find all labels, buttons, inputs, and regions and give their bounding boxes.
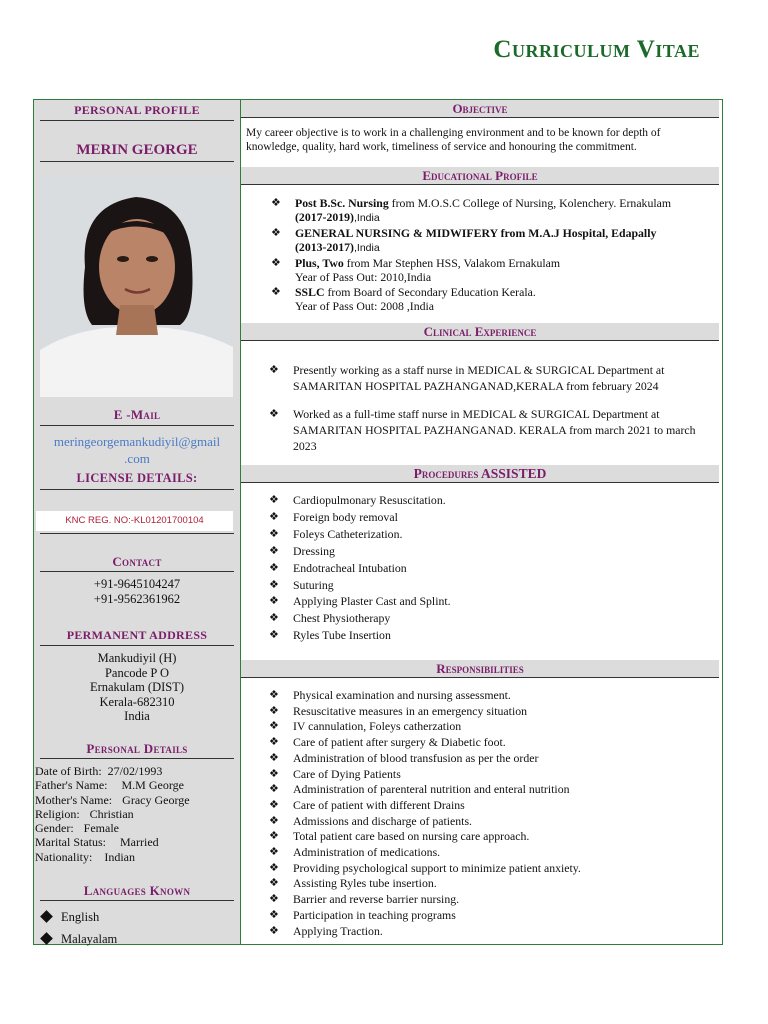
diamond-bullet-icon: ❖ [269, 364, 279, 376]
procedures-heading: Procedures ASSISTED [241, 465, 719, 483]
responsibilities-heading: Responsibilities [241, 660, 719, 678]
phone-number[interactable]: +91-9645104247 [93, 577, 181, 591]
license-heading: LICENSE DETAILS: [76, 471, 198, 485]
responsibility-item: ❖ Care of patient after surgery & Diabetic foot. [269, 735, 506, 750]
divider [40, 161, 234, 162]
education-heading: Educational Profile [241, 167, 719, 185]
profile-photo [40, 175, 233, 397]
responsibility-item: ❖ Applying Traction. [269, 923, 383, 938]
divider [40, 571, 234, 572]
diamond-bullet-icon: ❖ [269, 561, 279, 574]
diamond-bullet-icon: ❖ [271, 286, 281, 298]
detail-row: Nationality: Indian [35, 849, 135, 864]
clinical-item: ❖ Presently working as a staff nurse in MEDICAL & SURGICAL Department at SAMARITAN HOSPITAL PAZHANGANAD,KERALA from february 2024 [269, 363, 665, 393]
education-item: ❖ Plus, Two from Mar Stephen HSS, Valakom Ernakulam Year of Pass Out: 2010,India [271, 256, 561, 284]
divider [40, 645, 234, 646]
procedure-item: ❖ Foreign body removal [269, 509, 398, 524]
procedure-item: ❖ Foleys Catheterization. [269, 526, 403, 541]
address-line: Ernakulam (DIST) [89, 680, 185, 694]
responsibility-item: ❖ Admissions and discharge of patients. [269, 813, 473, 828]
left-column [34, 100, 241, 944]
responsibility-item: ❖ Administration of parenteral nutrition and enteral nutrition [269, 782, 570, 797]
document-title: Curriculum Vitae [493, 36, 700, 63]
procedure-item: ❖ Ryles Tube Insertion [269, 628, 391, 643]
diamond-bullet-icon: ❖ [269, 736, 279, 749]
education-list [271, 196, 714, 314]
diamond-bullet-icon: ❖ [269, 751, 279, 764]
responsibility-item: ❖ Providing psychological support to minimize patient anxiety. [269, 860, 581, 875]
procedure-item: ❖ Cardiopulmonary Resuscitation. [269, 493, 446, 507]
diamond-bullet-icon: ❖ [269, 924, 279, 937]
responsibility-item: ❖ Assisting Ryles tube insertion. [269, 876, 437, 891]
diamond-bullet-icon: ❖ [269, 689, 279, 701]
right-column [241, 100, 722, 944]
divider [40, 489, 234, 490]
responsibility-item: ❖ Administration of blood transfusion as per the order [269, 750, 539, 765]
clinical-item: ❖ Worked as a full-time staff nurse in MEDICAL & SURGICAL Department at SAMARITAN HOSPITAL PAZHANGANAD. KERALA from march 2021 to march 2023 [269, 407, 696, 453]
responsibility-item: ❖ IV cannulation, Foleys catherzation [269, 719, 462, 734]
diamond-bullet-icon [40, 910, 53, 923]
contact-heading: Contact [112, 554, 162, 569]
personal-profile-heading: PERSONAL PROFILE [74, 103, 200, 117]
objective-heading: Objective [241, 100, 719, 118]
diamond-bullet-icon: ❖ [269, 798, 279, 811]
diamond-bullet-icon: ❖ [269, 877, 279, 890]
procedures-list [269, 492, 714, 644]
languages-list [34, 906, 240, 950]
responsibility-item: ❖ Participation in teaching programs [269, 907, 456, 922]
divider [40, 425, 234, 426]
procedure-item: ❖ Endotracheal Intubation [269, 560, 407, 575]
address-heading: PERMANENT ADDRESS [66, 628, 208, 642]
diamond-bullet-icon: ❖ [269, 893, 279, 906]
responsibility-item: ❖ Resuscitative measures in an emergency situation [269, 703, 528, 718]
diamond-bullet-icon: ❖ [269, 544, 279, 557]
detail-row: Father's Name: M.M George [35, 778, 184, 793]
objective-text: My career objective is to work in a challenging environment and to be known for depth of knowledge, quality, hard work, timeliness of service and honouring the commitment. [246, 127, 661, 153]
personal-details-list [34, 764, 240, 864]
portrait-image [40, 175, 233, 397]
procedure-item: ❖ Chest Physiotherapy [269, 611, 391, 626]
clinical-list [269, 362, 712, 454]
detail-row: Gender: Female [35, 821, 119, 836]
language-item: Malayalam [34, 928, 240, 950]
diamond-bullet-icon: ❖ [269, 704, 279, 717]
personal-details-heading: Personal Details [86, 741, 188, 756]
email-address[interactable] [34, 433, 240, 467]
diamond-bullet-icon: ❖ [269, 846, 279, 859]
address-line: India [124, 709, 150, 723]
diamond-bullet-icon: ❖ [269, 408, 279, 420]
diamond-bullet-icon: ❖ [269, 527, 279, 540]
divider [40, 900, 234, 901]
responsibility-item: ❖ Care of patient with different Drains [269, 797, 465, 812]
language-item: English [34, 906, 240, 928]
divider [40, 758, 234, 759]
responsibility-item: ❖ Care of Dying Patients [269, 766, 401, 781]
email-line-1[interactable]: meringeorgemankudiyil@gmail [53, 434, 221, 449]
diamond-bullet-icon: ❖ [271, 197, 281, 209]
education-item: ❖ SSLC from Board of Secondary Education Kerala. Year of Pass Out: 2008 ,India [271, 285, 536, 313]
email-heading: E -Mail [113, 407, 161, 422]
diamond-bullet-icon: ❖ [269, 767, 279, 780]
diamond-bullet-icon: ❖ [269, 830, 279, 843]
detail-row: Marital Status: Married [35, 835, 159, 850]
diamond-bullet-icon: ❖ [271, 257, 281, 269]
detail-row: Date of Birth: 27/02/1993 [35, 764, 163, 778]
procedure-item: ❖ Suturing [269, 577, 334, 592]
diamond-bullet-icon: ❖ [269, 595, 279, 608]
diamond-bullet-icon [40, 932, 53, 945]
procedure-item: ❖ Dressing [269, 543, 335, 558]
diamond-bullet-icon: ❖ [269, 720, 279, 733]
education-item: ❖ GENERAL NURSING & MIDWIFERY from M.A.J Hospital, Edapally (2013-2017),India [271, 226, 657, 254]
diamond-bullet-icon: ❖ [269, 814, 279, 827]
diamond-bullet-icon: ❖ [269, 494, 279, 506]
diamond-bullet-icon: ❖ [269, 861, 279, 874]
diamond-bullet-icon: ❖ [269, 908, 279, 921]
responsibility-item: ❖ Physical examination and nursing assessment. [269, 688, 511, 702]
responsibility-item: ❖ Total patient care based on nursing care approach. [269, 829, 530, 844]
diamond-bullet-icon: ❖ [271, 227, 281, 239]
diamond-bullet-icon: ❖ [269, 783, 279, 796]
cv-frame [33, 99, 723, 945]
candidate-name: MERIN GEORGE [76, 142, 198, 158]
procedure-item: ❖ Applying Plaster Cast and Splint. [269, 594, 451, 609]
email-line-2[interactable]: .com [124, 451, 150, 466]
phone-list [34, 577, 240, 606]
languages-heading: Languages Known [83, 883, 191, 898]
phone-number[interactable]: +91-9562361962 [93, 591, 181, 606]
responsibility-item: ❖ Barrier and reverse barrier nursing. [269, 892, 460, 907]
address-block [34, 651, 240, 724]
divider [40, 533, 234, 534]
diamond-bullet-icon: ❖ [269, 578, 279, 591]
detail-row: Mother's Name: Gracy George [35, 792, 190, 807]
diamond-bullet-icon: ❖ [269, 629, 279, 642]
education-item: ❖ Post B.Sc. Nursing from M.O.S.C College of Nursing, Kolenchery. Ernakulam (2017-2019),India [271, 196, 672, 224]
responsibilities-list [269, 688, 714, 939]
diamond-bullet-icon: ❖ [269, 510, 279, 523]
address-line: Pancode P O [104, 665, 170, 680]
license-number: KNC REG. NO:-KL01201700104 [36, 511, 233, 531]
detail-row: Religion: Christian [35, 806, 134, 821]
responsibility-item: ❖ Administration of medications. [269, 845, 441, 860]
divider [40, 120, 234, 121]
clinical-heading: Clinical Experience [241, 323, 719, 341]
address-line: Kerala-682310 [99, 694, 175, 709]
address-line: Mankudiyil (H) [97, 651, 177, 665]
diamond-bullet-icon: ❖ [269, 612, 279, 625]
